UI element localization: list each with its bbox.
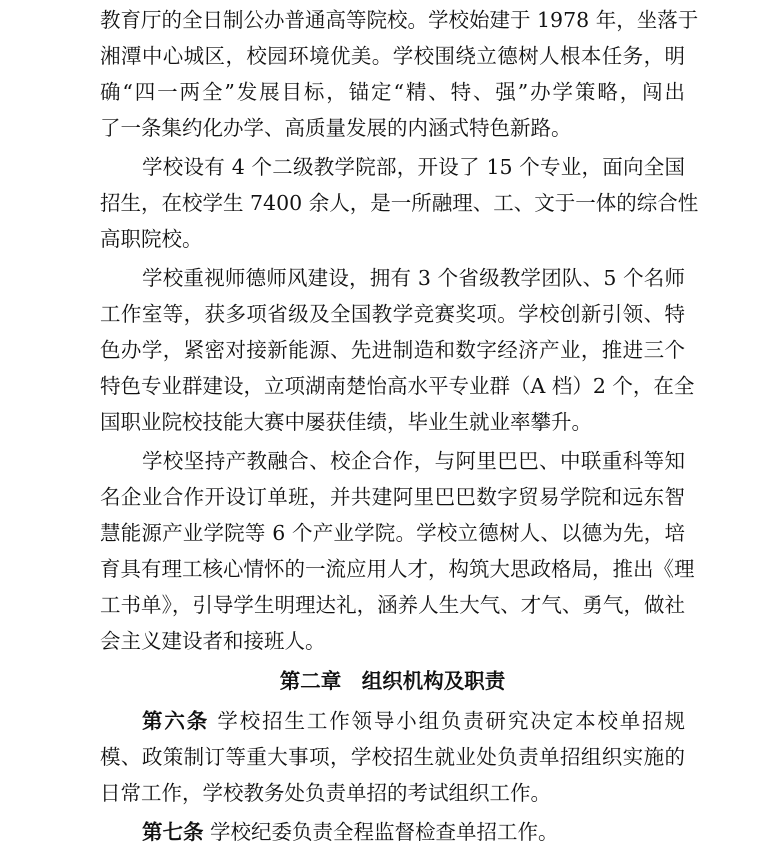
article-6-line-2: 模、政策制订等重大事项，学校招生就业处负责单招组织实施的 — [100, 745, 685, 769]
paragraph-4-line-2: 名企业合作开设订单班，并共建阿里巴巴数字贸易学院和远东智 — [100, 485, 685, 509]
paragraph-4-line-1: 学校坚持产教融合、校企合作，与阿里巴巴、中联重科等知 — [142, 449, 685, 473]
paragraph-1-line-1: 教育厅的全日制公办普通高等院校。学校始建于 1978 年，坐落于 — [100, 8, 699, 32]
article-6-text-start: 学校招生工作领导小组负责研究决定本校单招规 — [209, 709, 686, 733]
paragraph-4-line-3: 慧能源产业学院等 6 个产业学院。学校立德树人、以德为先，培 — [100, 521, 685, 545]
article-7-label: 第七条 — [142, 820, 204, 844]
paragraph-2-line-2: 招生，在校学生 7400 余人，是一所融理、工、文于一体的综合性 — [100, 191, 699, 215]
paragraph-3-line-1: 学校重视师德师风建设，拥有 3 个省级教学团队、5 个名师 — [142, 266, 685, 290]
article-7-first-line — [100, 812, 685, 852]
article-6-label: 第六条 — [142, 709, 210, 733]
paragraph-1-line-4: 了一条集约化办学、高质量发展的内涵式特色新路。 — [100, 116, 572, 140]
article-6-first-line — [100, 701, 685, 741]
paragraph-1-line-3: 确“四一两全”发展目标，锚定“精、特、强”办学策略，闯出 — [100, 80, 685, 104]
paragraph-3-line-3: 色办学，紧密对接新能源、先进制造和数字经济产业，推进三个 — [100, 338, 685, 362]
paragraph-3-line-4: 特色专业群建设，立项湖南楚怡高水平专业群（A 档）2 个，在全 — [100, 374, 695, 398]
paragraph-2-line-1: 学校设有 4 个二级教学院部，开设了 15 个专业，面向全国 — [142, 155, 685, 179]
paragraph-1-line-2: 湘潭中心城区，校园环境优美。学校围绕立德树人根本任务，明 — [100, 44, 685, 68]
chapter-2-heading: 第二章 组织机构及职责 — [279, 669, 506, 693]
paragraph-4-line-4: 育具有理工核心情怀的一流应用人才，构筑大思政格局，推出《理 — [100, 557, 695, 581]
article-6-line-3: 日常工作，学校教务处负责单招的考试组织工作。 — [100, 781, 551, 805]
article-7-text: 学校纪委负责全程监督检查单招工作。 — [203, 820, 559, 844]
paragraph-3-line-5: 国职业院校技能大赛中屡获佳绩，毕业生就业率攀升。 — [100, 410, 592, 434]
paragraph-3-line-2: 工作室等，获多项省级及全国教学竞赛奖项。学校创新引领、特 — [100, 302, 685, 326]
paragraph-4-line-5: 工书单》，引导学生明理达礼，涵养人生大气、才气、勇气，做社 — [100, 593, 685, 617]
paragraph-2-line-3: 高职院校。 — [100, 227, 203, 251]
paragraph-4-line-6: 会主义建设者和接班人。 — [100, 629, 326, 653]
